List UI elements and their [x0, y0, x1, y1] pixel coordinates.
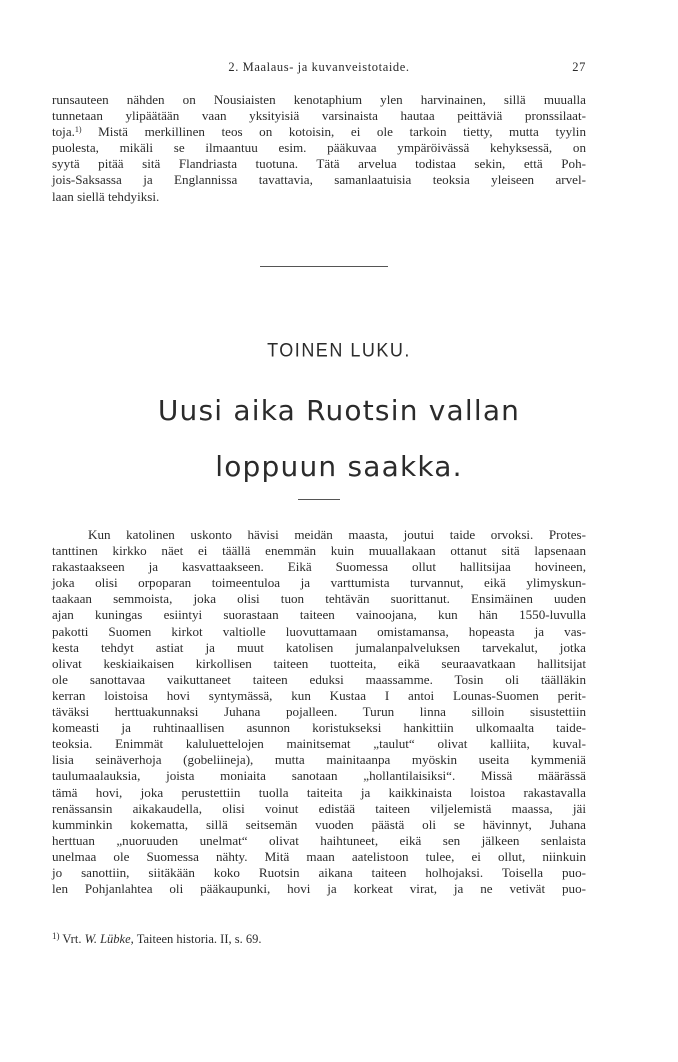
footnote-marker: 1): [52, 931, 60, 941]
text-line: pakotti Suomen kirkot valtiolle luovuttamaan omistamansa, hopeasta ja vas-: [52, 623, 586, 639]
text-line: len Pohjanlahtea oli pääkaupunki, hovi ja korkeat virat, ja ne vetivät puo-: [52, 881, 586, 897]
title-rule: [298, 499, 340, 500]
text-fragment: toja.: [52, 124, 75, 140]
footnote-ref: 1): [74, 125, 82, 135]
chapter-body-paragraph: [52, 527, 586, 897]
text-line: herttuan „nuoruuden unelmat“ olivat haihtuneet, eikä sen jälkeen senlaista: [52, 832, 586, 848]
text-line: lisia seinäverhoja (gobeliineja), mutta mainitaanpa myöskin useita kymmeniä: [52, 752, 586, 768]
text-line: kumminkin kokematta, sillä seitsemän vuoden päästä oli se hävinnyt, Juhana: [52, 816, 586, 832]
text-line: tanttinen kirkko näet ei täällä enemmän kuin muuallakaan ottanut sitä lapsenaan: [52, 543, 586, 559]
text-line: laan siellä tehdyiksi.: [52, 188, 160, 204]
text-line: rakastaakseen ja kasvattaakseen. Eikä Suomessa ollut hallitsijaa hovineen,: [52, 559, 586, 575]
text-line: jo sanottiin, siitäkään koko Ruotsin aikana taiteen holhojaksi. Toisella puo-: [52, 864, 586, 880]
text-line: komeasti ja ruhtinaallisen asunnon koristukseksi hankittiin ulkomaalta taide-: [52, 720, 586, 736]
running-head: [52, 60, 586, 78]
chapter-title-line-2: loppuun saakka.: [215, 450, 463, 483]
footnote-prefix: Vrt.: [62, 932, 82, 946]
text-line: ole sanottavaa vaikuttaneet taiteen eduksi maassamme. Tosin oli täälläkin: [52, 671, 586, 687]
text-line: ajan kuningas esiintyi suorastaan taiteen vainoojana, kun hän 1550-luvulla: [52, 607, 586, 623]
text-line: tämä hovi, joka perustettiin tuolla taiteita ja kaikkinaista loistoa rakastavalla: [52, 784, 586, 800]
text-line: Kun katolinen uskonto hävisi meidän maasta, joutui taide orvoksi. Protes-: [88, 527, 586, 542]
text-line: joka olisi orpoparan toimeentuloa ja varttumista turvannut, eikä ylimyskun-: [52, 575, 586, 591]
page-number: 27: [572, 60, 586, 74]
text-line: kesta tehdyt astiat ja muut katolisen jumalanpalveluksen tarvekalut, jotka: [52, 639, 586, 655]
footnote: [52, 931, 586, 947]
text-line: olivat keskiaikaisen kirkollisen taiteen tuotteita, eikä seuraavatkaan hallitsijat: [52, 655, 586, 671]
text-line: tunnetaan ylipäätään vaan yksityisiä varsinaista hautaa peittäviä pronssilaat-: [52, 108, 586, 124]
text-line: runsauteen nähden on Nousiaisten kenotaphium ylen harvinainen, sillä muualla: [52, 92, 586, 107]
chapter-title-line-1: Uusi aika Ruotsin vallan: [157, 394, 521, 427]
chapter-label: TOINEN LUKU.: [267, 339, 411, 361]
text-line: puolesta, mikäli se ilmaantuu esim. pääkuvaa ympäröivässä kehyksessä, on: [52, 140, 586, 156]
footnote-source: Taiteen historia. II, s. 69.: [136, 932, 262, 946]
section-divider: [260, 266, 388, 267]
text-line: kerran loistoisa hovi syntymässä, kun Kustaa I antoi Lounas-Suomen perit-: [52, 687, 586, 703]
paragraph-continued: [52, 92, 586, 205]
text-line: [52, 124, 586, 140]
text-line: taulumaalauksia, joista moniaita sanotaan „hollantilaisiksi“. Missä määrässä: [52, 768, 586, 784]
text-line: renässansin aikakaudella, olisi voinut edistää taiteen viljelemistä maassa, jäi: [52, 800, 586, 816]
text-line: teoksia. Enimmät kaluluettelojen mainitsemat „taulut“ olivat kalliita, kuval-: [52, 736, 586, 752]
text-line: taakaan semmoista, joka olisi tuon tehtävän suorittanut. Ensimäinen uuden: [52, 591, 586, 607]
text-line: täväksi herttuakunnaksi Juhana pojalleen. Turun linna silloin sisustettiin: [52, 704, 586, 720]
running-title: 2. Maalaus- ja kuvanveistotaide.: [228, 60, 410, 74]
text-line: syytä pitää sitä Flandriasta tuotuna. Tätä arvelua todistaa sekin, että Poh-: [52, 156, 586, 172]
text-line: unelmaa ole Suomessa nähty. Mitä maan aatelistoon tulee, ei ollut, niinkuin: [52, 848, 586, 864]
text-fragment: Mistä merkillinen teos on kotoisin, ei ole tarkoin tietty, mutta tyylin: [81, 124, 586, 140]
text-line: jois-Saksassa ja Englannissa tavattavia, samanlaatuisia teoksia yleiseen arvel-: [52, 172, 586, 188]
footnote-author: W. Lübke,: [84, 932, 134, 946]
